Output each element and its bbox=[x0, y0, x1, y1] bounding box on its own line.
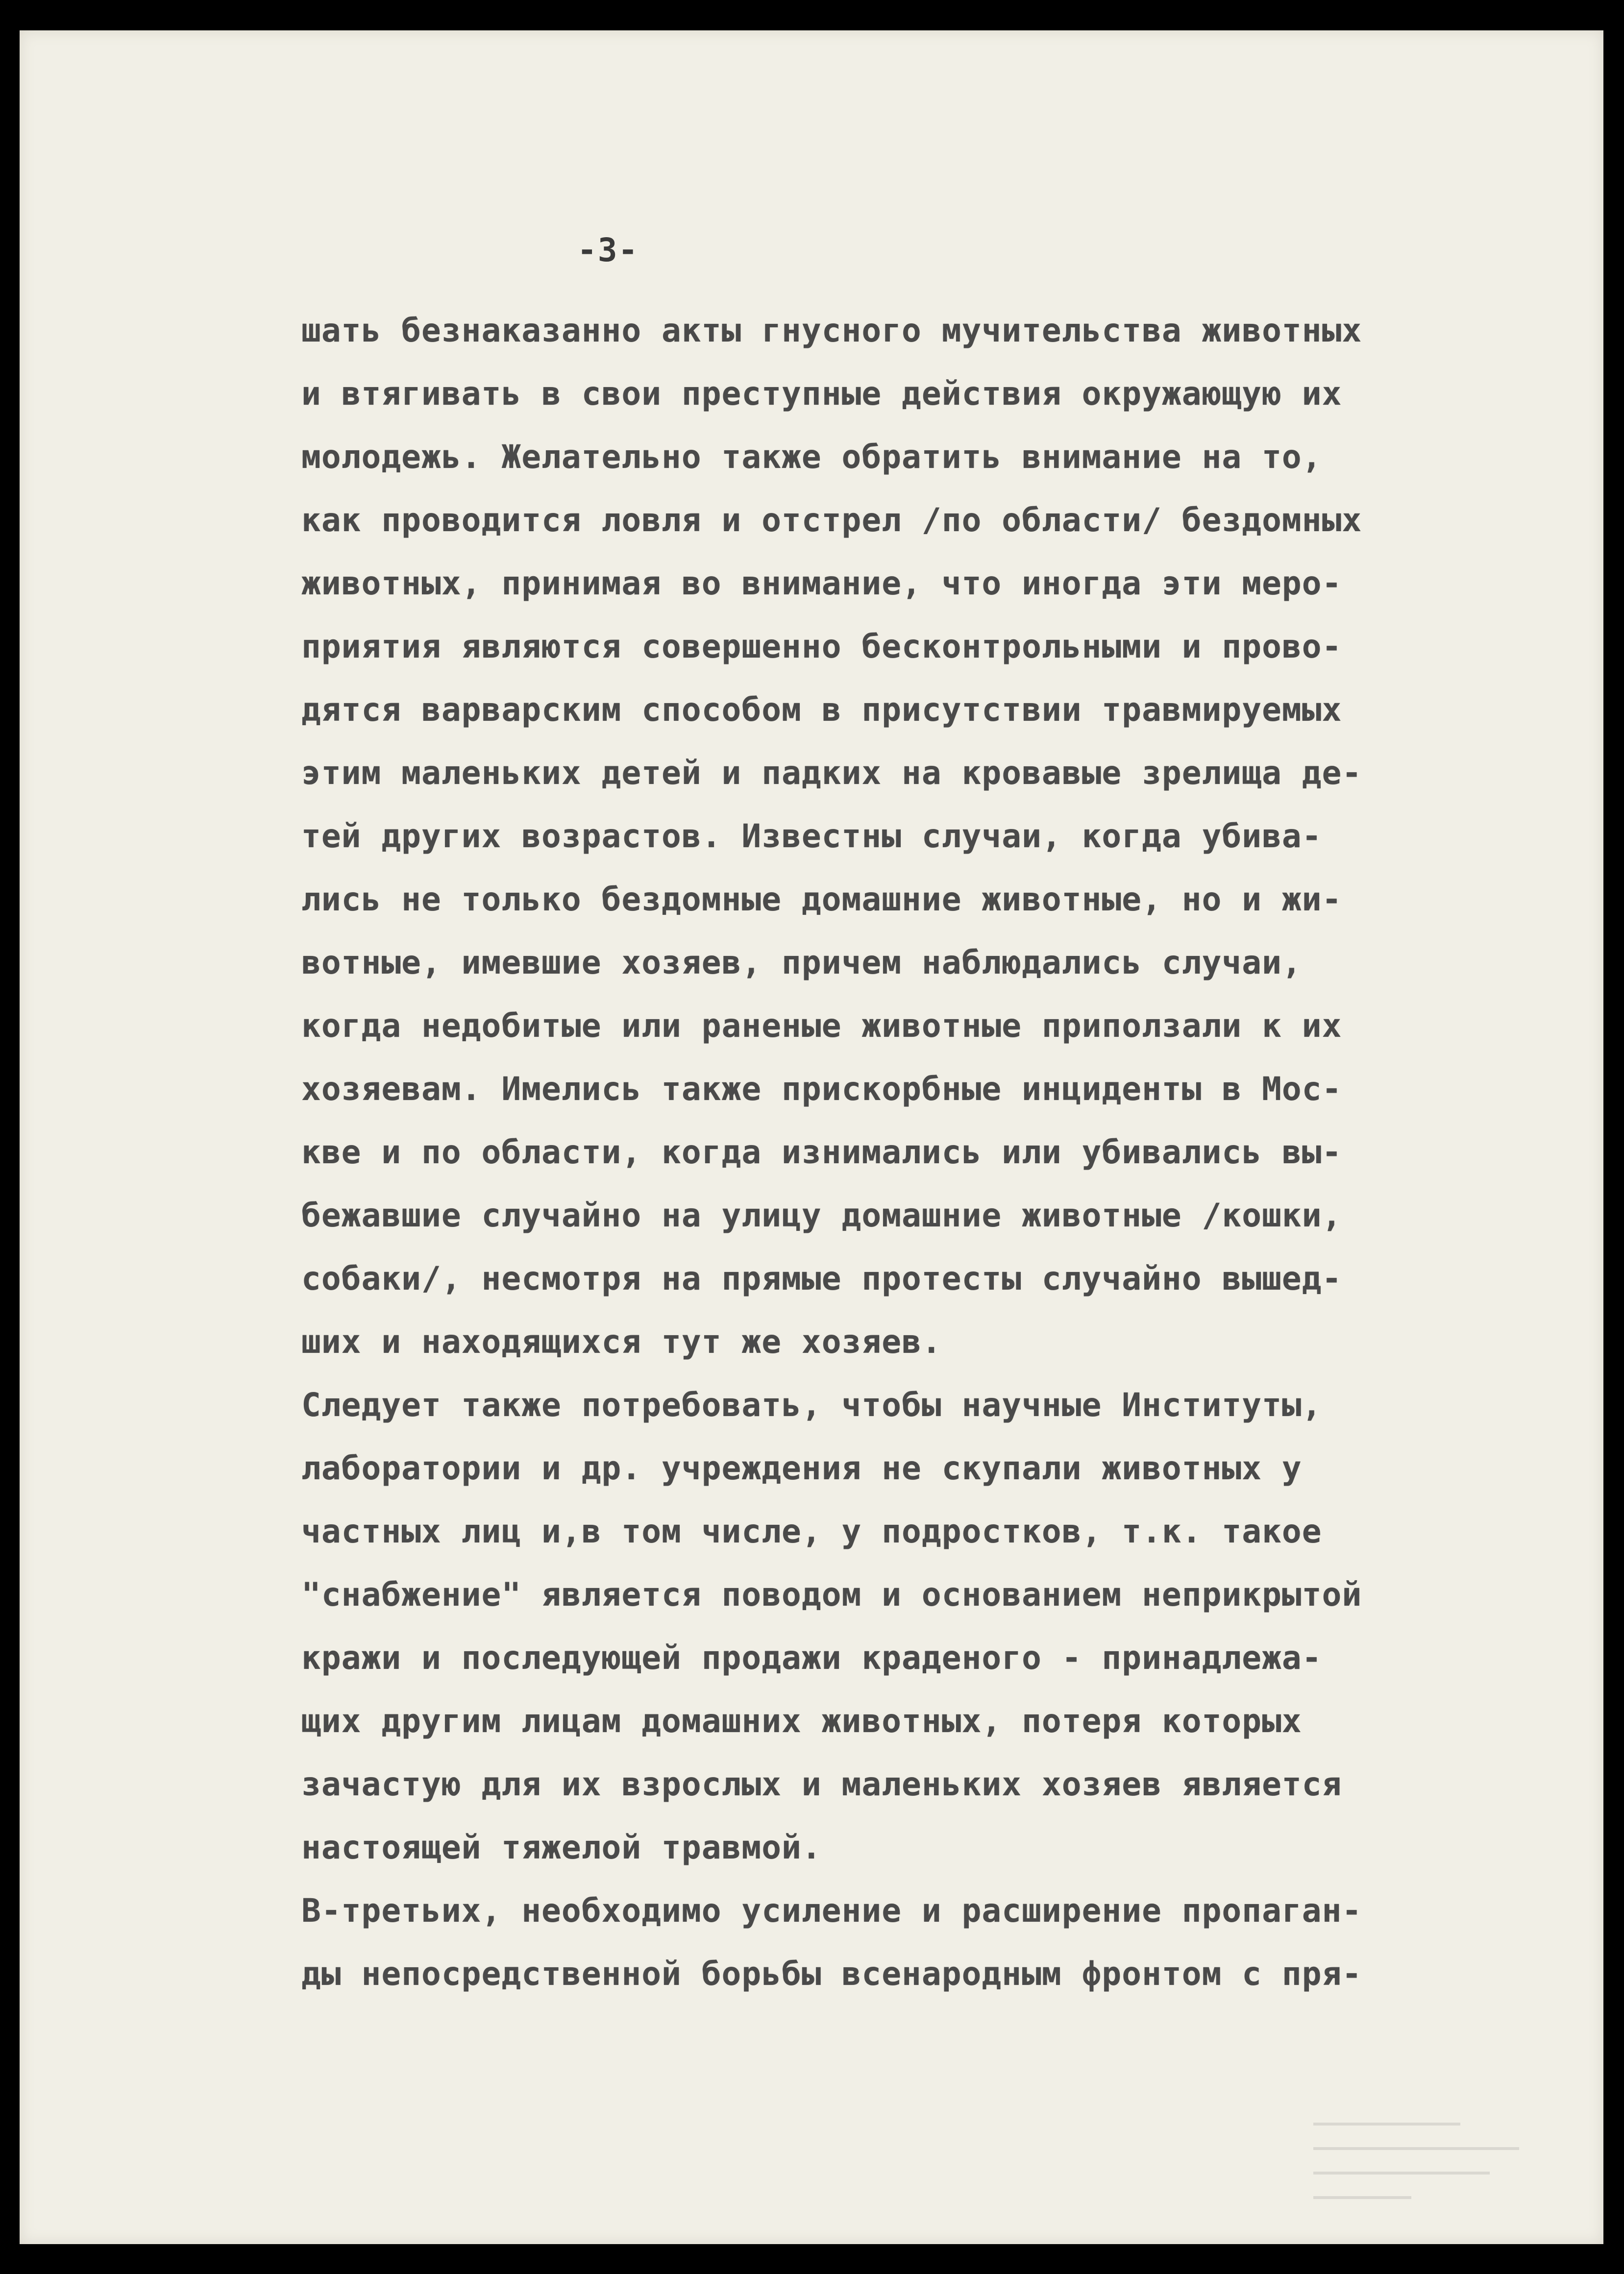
text-line: лаборатории и др. учреждения не скупали животных у bbox=[301, 1449, 1302, 1487]
text-line: когда недобитые или раненые животные приползали к их bbox=[301, 1007, 1342, 1045]
text-line: как проводится ловля и отстрел /по области/ бездомных bbox=[301, 501, 1362, 539]
text-line: ды непосредственной борьбы всенародным фронтом с пря- bbox=[301, 1955, 1362, 1993]
text-line: "снабжение" является поводом и основанием неприкрытой bbox=[301, 1576, 1362, 1614]
paper-sheet bbox=[20, 30, 1603, 2244]
text-line: молодежь. Желательно также обратить внимание на то, bbox=[301, 438, 1322, 476]
text-line: этим маленьких детей и падких на кровавые зрелища де- bbox=[301, 754, 1362, 792]
text-line: частных лиц и,в том числе, у подростков, т.к. такое bbox=[301, 1513, 1322, 1550]
text-line: приятия являются совершенно бесконтрольными и прово- bbox=[301, 628, 1342, 665]
text-line: бежавшие случайно на улицу домашние животные /кошки, bbox=[301, 1197, 1342, 1234]
text-line: лись не только бездомные домашние животные, но и жи- bbox=[301, 880, 1342, 918]
text-line: В-третьих, необходимо усиление и расширение пропаган- bbox=[301, 1892, 1362, 1930]
text-line: ших и находящихся тут же хозяев. bbox=[301, 1323, 942, 1361]
text-line: настоящей тяжелой травмой. bbox=[301, 1829, 822, 1866]
text-line: кражи и последующей продажи краденого - принадлежа- bbox=[301, 1639, 1322, 1677]
text-line: собаки/, несмотря на прямые протесты случайно вышед- bbox=[301, 1260, 1342, 1297]
text-line: шать безнаказанно акты гнусного мучительства животных bbox=[301, 312, 1362, 349]
text-line: щих другим лицам домашних животных, потеря которых bbox=[301, 1702, 1302, 1740]
text-line: зачастую для их взрослых и маленьких хозяев является bbox=[301, 1765, 1342, 1803]
text-line: тей других возрастов. Известны случаи, когда убива- bbox=[301, 817, 1322, 855]
faded-stamp-mark bbox=[1294, 2103, 1568, 2221]
typed-text-body bbox=[301, 299, 1477, 2005]
page-number: -3- bbox=[577, 231, 639, 269]
text-line: и втягивать в свои преступные действия окружающую их bbox=[301, 375, 1342, 413]
text-line: дятся варварским способом в присутствии травмируемых bbox=[301, 691, 1342, 729]
text-line: хозяевам. Имелись также прискорбные инциденты в Мос- bbox=[301, 1070, 1342, 1108]
text-line: вотные, имевшие хозяев, причем наблюдались случаи, bbox=[301, 944, 1302, 981]
text-line: животных, принимая во внимание, что иногда эти меро- bbox=[301, 564, 1342, 602]
text-line: кве и по области, когда изнимались или убивались вы- bbox=[301, 1133, 1342, 1171]
text-line: Следует также потребовать, чтобы научные Институты, bbox=[301, 1386, 1322, 1424]
